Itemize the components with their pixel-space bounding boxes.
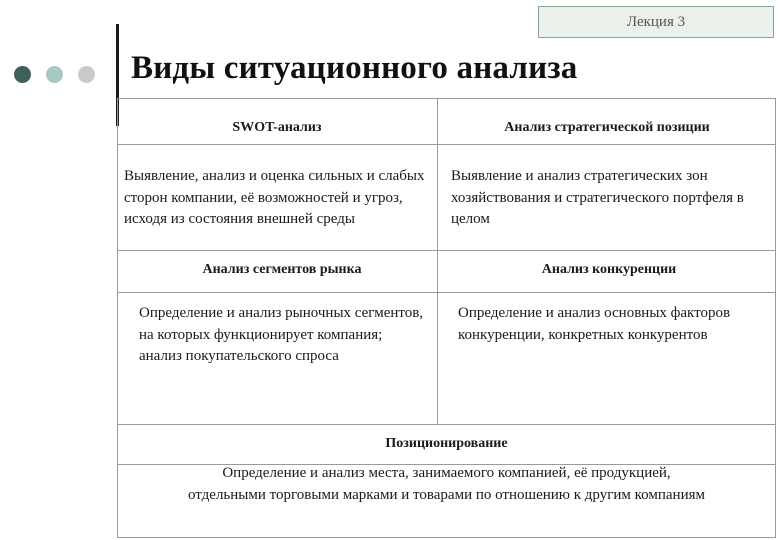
- positioning-header: Позиционирование: [385, 436, 508, 451]
- table-row-divider: [117, 292, 776, 293]
- competition-description: Определение и анализ основных факторов конкуренции, конкретных конкурентов: [458, 305, 731, 343]
- strategic-position-description: Выявление и анализ стратегических зон хозяйствования и стратегического портфеля в целом: [451, 168, 744, 227]
- table-row-divider: [117, 250, 776, 251]
- swot-description: Выявление, анализ и оценка сильных и слабых сторон компании, её возможностей и угроз, исходя из состояния внешней среды: [124, 168, 425, 227]
- decor-dot-teal: [46, 66, 63, 83]
- market-segments-description: Определение и анализ рыночных сегментов, на которых функционирует компания; анализ покупательского спроса: [139, 305, 424, 364]
- table-row-divider: [117, 424, 776, 425]
- market-segments-header: Анализ сегментов рынка: [202, 262, 362, 277]
- decor-dot-gray: [78, 66, 95, 83]
- page-title: Виды ситуационного анализа: [131, 50, 578, 86]
- strategic-position-header: Анализ стратегической позиции: [504, 120, 710, 135]
- table-row-divider: [117, 144, 776, 145]
- decor-dot-dark: [14, 66, 31, 83]
- table-column-divider: [437, 98, 438, 424]
- lecture-label: Лекция 3: [538, 6, 774, 38]
- competition-header: Анализ конкуренции: [541, 262, 677, 277]
- positioning-description-line2: отдельными торговыми марками и товарами по отношению к другим компаниям: [188, 487, 705, 503]
- swot-header: SWOT-анализ: [232, 120, 322, 135]
- positioning-description-line1: Определение и анализ места, занимаемого компанией, её продукцией,: [222, 465, 671, 481]
